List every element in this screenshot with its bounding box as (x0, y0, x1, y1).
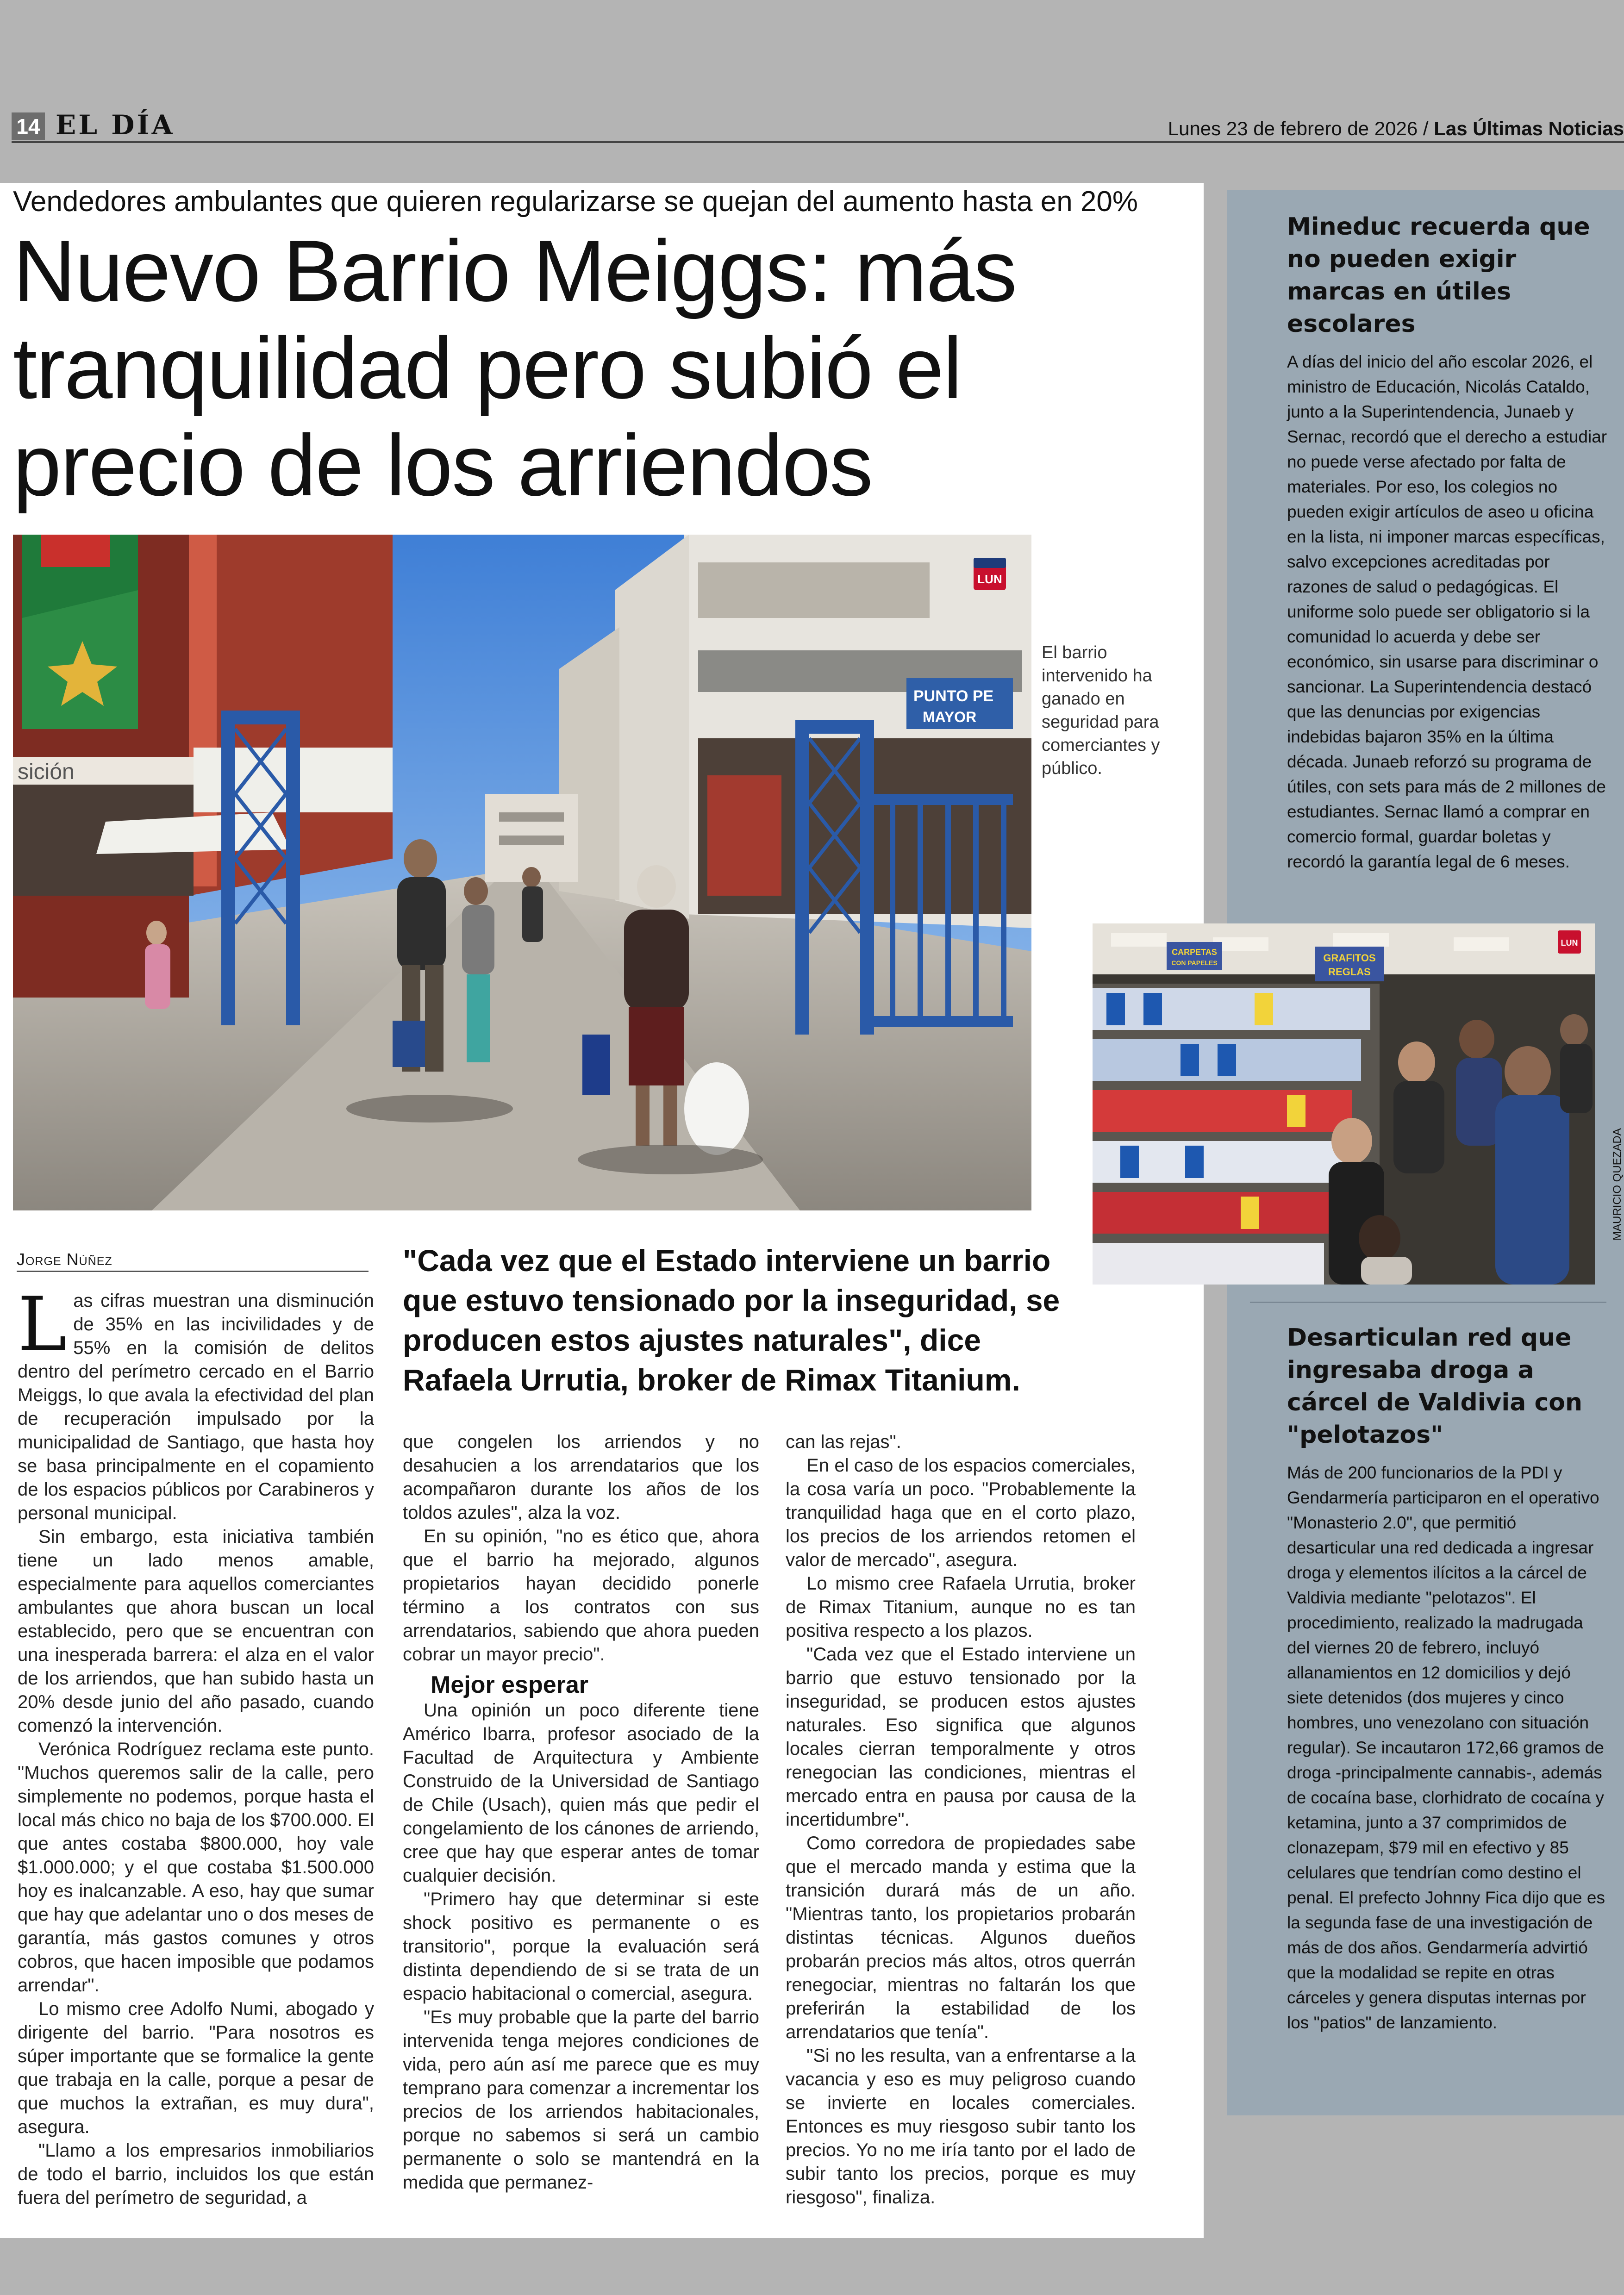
publication-name: Las Últimas Noticias (1434, 118, 1624, 139)
dateline (1168, 118, 1624, 140)
byline: Jorge Núñez (17, 1250, 112, 1269)
pull-quote: "Cada vez que el Estado interviene un barrio que estuvo tensionado por la inseguridad, se producen estos ajustes naturales", dice Rafaela Urrutia, broker de Rimax Titanium. (403, 1243, 1060, 1397)
article-column-2 (403, 1430, 759, 2195)
sidebar-story-1-text: A días del inicio del año escolar 2026, el ministro de Educación, Nicolás Cataldo, junto a la Superintendencia, Junaeb y Sernac, recordó que el derecho a estudiar no puede verse afectado por falta de materiales. Por eso, los colegios no pueden exigir artículos de aseo u oficina en la lista, ni imponer marcas específicas, salvo excepciones acreditadas por razones de salud o pedagógicas. El uniforme solo puede ser obligatorio si la comunidad lo acuerda y debe ser económico, sin usarse para discriminar o sancionar. La Superintendencia destacó que las denuncias por exigencias indebidas bajaron 35% en la última década. Junaeb reforzó su programa de útiles, con sets para más de 2 millones de estudiantes. Sernac llamó a comprar en comercio formal, guardar boletas y recordó la garantía legal de 6 meses. (1287, 352, 1607, 871)
paragraph: Una opinión un poco diferente tiene Américo Ibarra, profesor asociado de la Facultad de Arquitectura y Ambiente Construido de la Universidad de Santiago de Chile (Usach), quien más que pedir el congelamiento de los cánones de arriendo, cree que hay que esperar antes de tomar cualquier decisión. (403, 1700, 759, 1886)
paragraph: que congelen los arriendos y no desahucien a los arrendatarios que los acompañaron durante los años de los toldos azules", alza la voz. (403, 1432, 759, 1523)
paragraph: Verónica Rodríguez reclama este punto. "Muchos queremos salir de la calle, pero simplemente no podemos, porque hasta el local más chico no baja de los $700.000. El que antes costaba $800.000, hoy vale $1.000.000; y el que costaba $1.500.000 hoy es inalcanzable. A eso, hay que sumar que hay que adelantar uno o dos meses de garantía, más gastos comunes y otros cobros, que hacen imposible que podamos arrendar". (18, 1739, 374, 1996)
article-column-3 (786, 1430, 1136, 2209)
date-separator: / (1423, 118, 1429, 139)
byline-rule (17, 1271, 369, 1272)
page-number: 14 (12, 112, 45, 140)
paragraph: En su opinión, "no es ético que, ahora que el barrio ha mejorado, algunos propietarios hayan decidido ponerle término a los contratos con sus arrendatarios, sabiendo que ahora pueden cobrar un mayor precio". (403, 1526, 759, 1665)
svg-text:MAYOR: MAYOR (923, 709, 977, 725)
paragraph: "Cada vez que el Estado interviene un barrio que estuvo tensionado por la inseguridad, se producen estos ajustes naturales. Eso significa que algunos locales cierran temporalmente y otros renegocian las condiciones, mientras el mercado entra en pausa por causa de la incertidumbre". (786, 1644, 1136, 1830)
article-kicker: Vendedores ambulantes que quieren regularizarse se quejan del aumento hasta en 20% (13, 186, 1138, 218)
sidebar-story-2-text: Más de 200 funcionarios de la PDI y Gendarmería participaron en el operativo "Monasterio 2.0", que permitió desarticular una red dedicada a ingresar droga y elementos ilícitos a la cárcel de Valdivia mediante "pelotazos". El procedimiento, realizado la madrugada del viernes 20 de febrero, incluyó allanamientos en 12 domicilios y dejó siete detenidos (dos mujeres y cinco hombres, uno venezolano con situación regular). Se incautaron 172,66 gramos de droga -principalmente cannabis-, además de cocaína base, clorhidrato de cocaína y ketamina, junto a 37 comprimidos de clonazepam, $79 mil en efectivo y 85 celulares que tendrían como destino el penal. El prefecto Johnny Fica dijo que es la segunda fase de una investigación de más de dos años. Gendarmería advirtió que la modalidad se repite en otras cárceles y genera disputas internas por los "patios" de lanzamiento. (1287, 1463, 1605, 2032)
paragraph: "Si no les resulta, van a enfrentarse a la vacancia y eso es muy peligroso cuando se invierte en locales comerciales. Entonces es muy riesgoso subir tanto los precios. Yo no me iría tanto por el lado de subir tanto los precios, porque es muy riesgoso", finaliza. (786, 2046, 1136, 2208)
paragraph: "Llamo a los empresarios inmobiliarios de todo el barrio, incluidos los que están fuera del perímetro de seguridad, a (18, 2140, 374, 2208)
article-column-1 (18, 1281, 374, 2210)
sidebar-story-1-title: Mineduc recuerda que no pueden exigir marcas en útiles escolares (1287, 213, 1590, 338)
paragraph: Lo mismo cree Adolfo Numi, abogado y dirigente del barrio. "Para nosotros es súper importante que se formalice la gente que trabaja en la calle, porque a pesar de que muchos la extrañan, es muy dura", asegura. (18, 1999, 374, 2137)
date: Lunes 23 de febrero de 2026 (1168, 118, 1418, 139)
lun-badge-2: LUN (1561, 938, 1578, 948)
photo-caption: El barrio intervenido ha ganado en seguridad para comerciantes y público. (1042, 643, 1160, 778)
svg-text:GRAFITOS: GRAFITOS (1323, 952, 1376, 964)
sidebar-rule (1250, 1302, 1606, 1303)
svg-text:REGLAS: REGLAS (1328, 966, 1371, 978)
svg-text:CARPETAS: CARPETAS (1172, 948, 1217, 957)
paragraph: Como corredora de propiedades sabe que el mercado manda y estima que la transición durará más de un año. "Mientras tanto, los propietarios probarán distintas técnicas. Algunos dueños probarán precios más altos, otros querrán renegociar, mientras no faltarán los que preferirán la estabilidad de los arrendatarios que tenía". (786, 1833, 1136, 2042)
photo2-credit: MAURICIO QUEZADA (1611, 1128, 1624, 1241)
header-rule (12, 141, 1624, 143)
sidebar-story-2-title: Desarticulan red que ingresaba droga a cárcel de Valdivia con "pelotazos" (1287, 1324, 1583, 1449)
paragraph: "Primero hay que determinar si este shock positivo es permanente o es transitorio", porque la evaluación será distinta dependiendo de si se trata de un espacio habitacional o comercial, asegura. (403, 1889, 759, 2004)
paragraph: "Es muy probable que la parte del barrio intervenida tenga mejores condiciones de vida, pero aún así me parece que es muy temprano para comenzar a incrementar los precios de los arriendos habitacionales, porque no sabemos si será un cambio permanente o solo se mantendrá en la medida que permanez- (403, 2007, 759, 2193)
paragraph: Las cifras muestran una disminución de 35% en las incivilidades y de 55% en la comisión de delitos dentro del perímetro cercado en el Barrio Meiggs, lo que avala la efectividad del plan de recuperación impulsado por la municipalidad de Santiago, que hasta hoy se basa principalmente en el copamiento de los espacios públicos por Carabineros y personal municipal. (18, 1281, 374, 1523)
svg-text:CON PAPELES: CON PAPELES (1171, 959, 1218, 967)
lun-badge: LUN (977, 572, 1002, 586)
shop-sign-left: sición (18, 760, 75, 784)
article-headline: Nuevo Barrio Meiggs: más tranquilidad pero subió el precio de los arriendos (13, 222, 1017, 514)
subhead: Mejor esperar (431, 1671, 589, 1698)
svg-text:PUNTO PE: PUNTO PE (913, 687, 994, 705)
street-photo (13, 535, 1031, 1210)
paragraph: Lo mismo cree Rafaela Urrutia, broker de Rimax Titanium, aunque no es tan positiva respecto a los plazos. (786, 1573, 1136, 1641)
paragraph: Sin embargo, esta iniciativa también tiene un lado menos amable, especialmente para aquellos comerciantes ambulantes que ahora buscan un local establecido, pero que se encuentran con una inesperada barrera: el alza en el valor de los arriendos, que han subido hasta un 20% desde junio del año pasado, cuando comenzó la intervención. (18, 1527, 374, 1736)
paragraph: can las rejas". (786, 1432, 901, 1452)
dropcap: L (18, 1281, 67, 1367)
paragraph: En el caso de los espacios comerciales, la cosa varía un poco. "Probablemente la tranquilidad haga que en el corto plazo, los precios de los arriendos retomen el valor de mercado", asegura. (786, 1455, 1136, 1570)
section-title: EL DÍA (56, 109, 175, 141)
store-photo (1093, 923, 1595, 1285)
